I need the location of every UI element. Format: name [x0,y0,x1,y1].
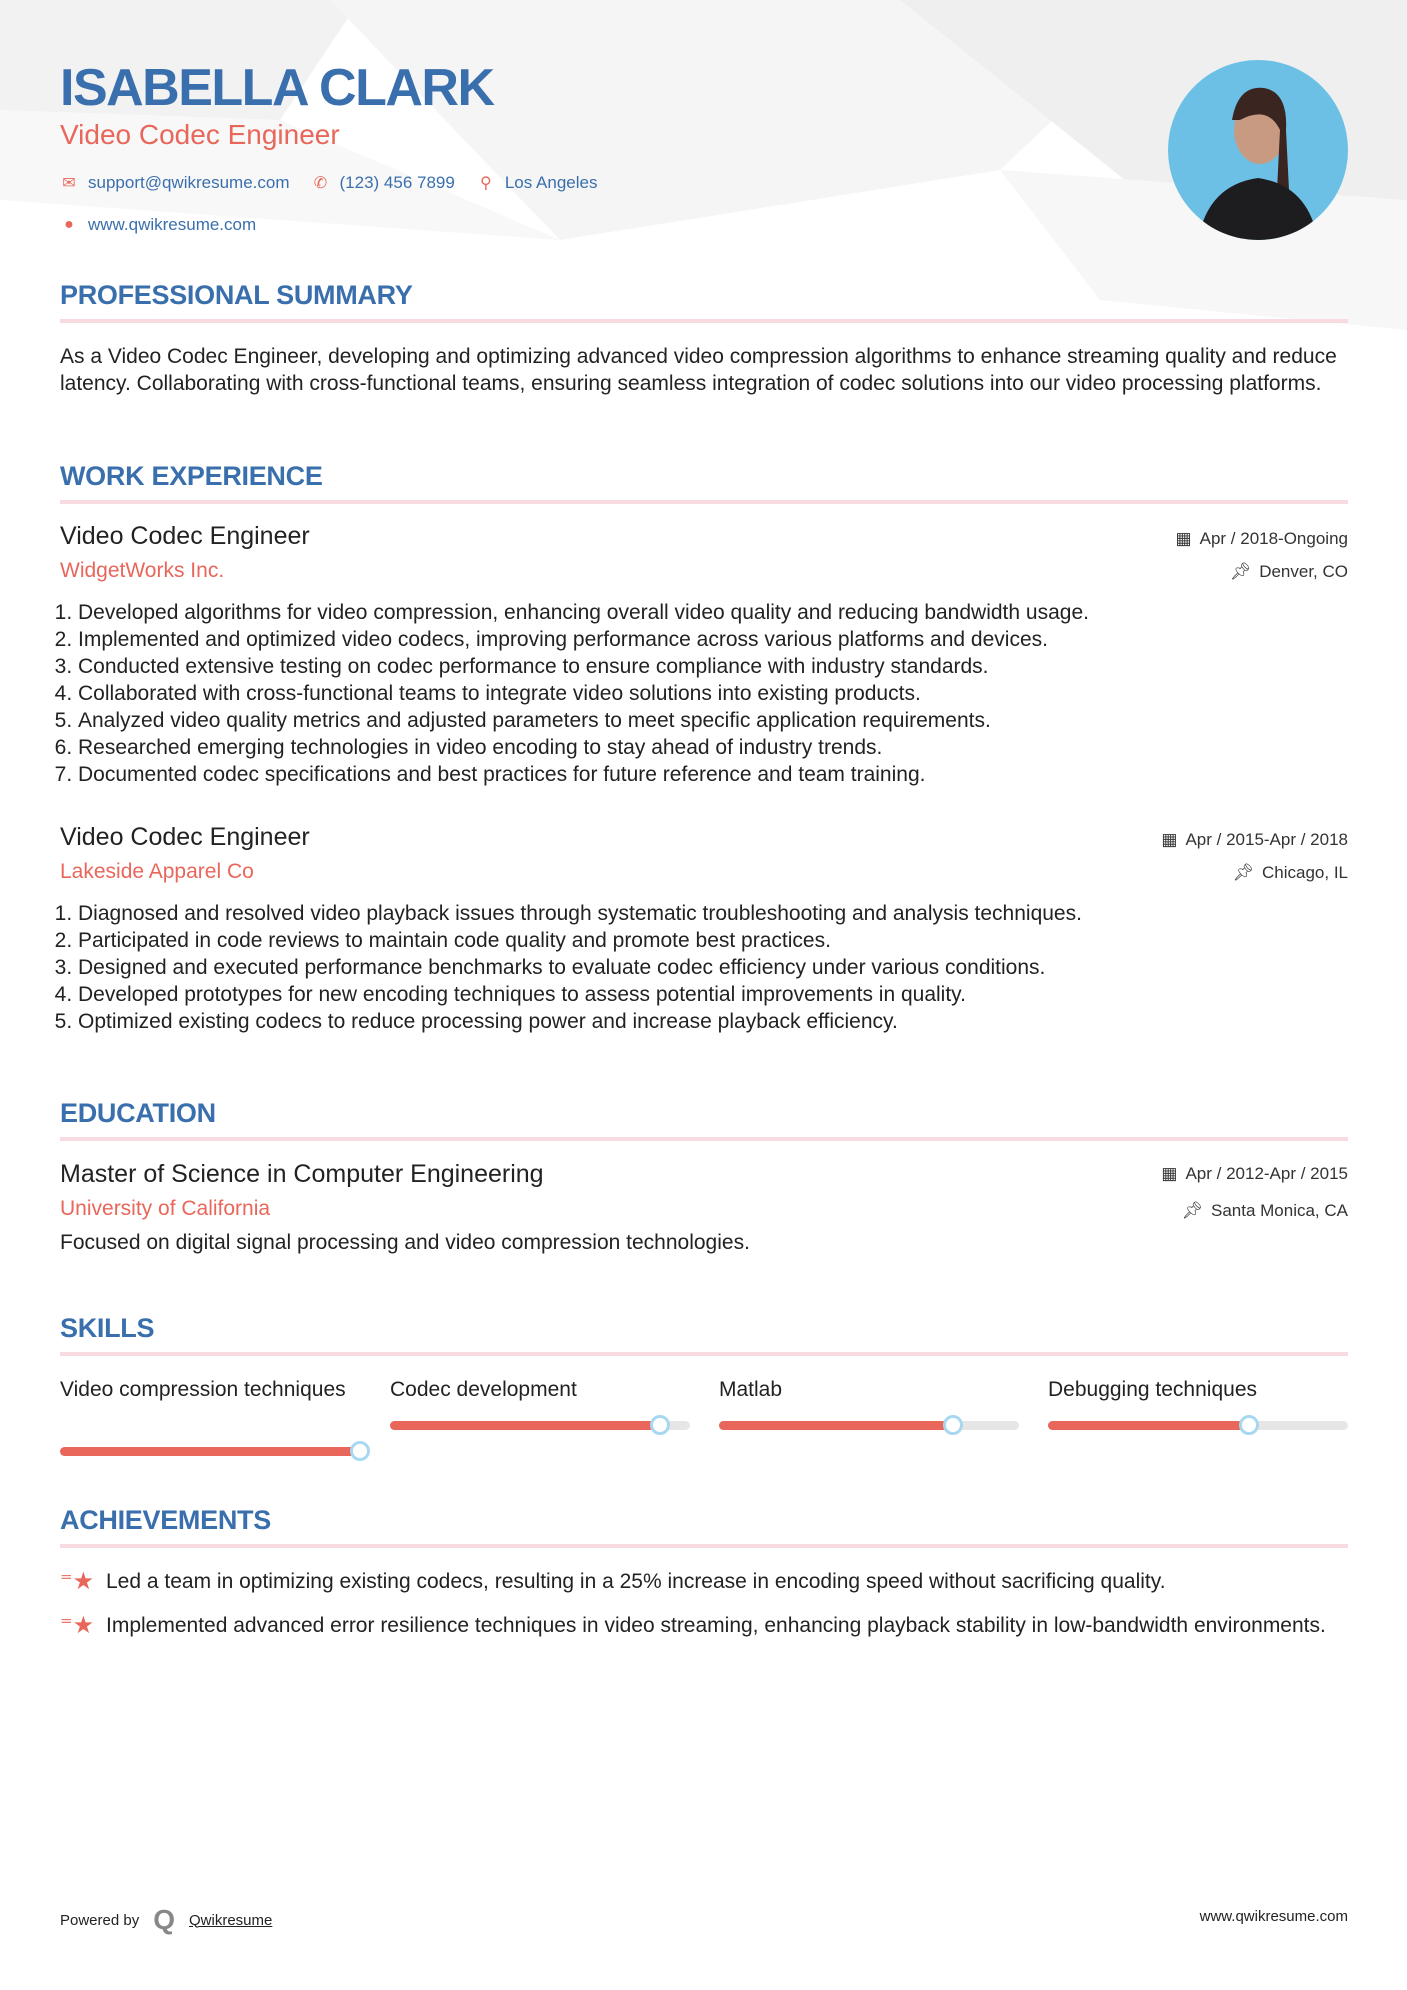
bullet: 3. Conducted extensive testing on codec performance to ensure compliance with industry standards. [78,653,1348,680]
skill-name: Debugging techniques [1048,1378,1257,1401]
job-company: WidgetWorks Inc. [60,559,225,582]
job-location: Denver, CO [1259,562,1348,581]
degree: Master of Science in Computer Engineering [60,1160,544,1188]
job-entry [60,522,1348,792]
bullet: 5. Optimized existing codecs to reduce processing power and increase playback efficiency. [78,1008,1348,1035]
skill-bar-knob [350,1441,370,1461]
bullet: 2. Participated in code reviews to maintain code quality and promote best practices. [78,927,1348,954]
skills-list [60,1376,1348,1476]
skill-bar-knob [943,1415,963,1435]
candidate-title: Video Codec Engineer [60,119,340,150]
star-icon: ⁼★ [60,1568,95,1595]
job-dates: Apr / 2015-Apr / 2018 [1185,830,1348,849]
skill-bar-knob [1239,1415,1259,1435]
section-heading: SKILLS [60,1313,1348,1356]
education-entry [60,1160,1348,1260]
bullet: 4. Collaborated with cross-functional teams to integrate video solutions into existing products. [78,680,1348,707]
bullet: 6. Researched emerging technologies in video encoding to stay ahead of industry trends. [78,734,1348,761]
skill-bar-fill [719,1421,953,1430]
job-company: Lakeside Apparel Co [60,860,254,883]
website-link[interactable]: www.qwikresume.com [88,215,257,234]
bullet: 3. Designed and executed performance benchmarks to evaluate codec efficiency under various conditions. [78,954,1348,981]
summary-text: As a Video Codec Engineer, developing and optimizing advanced video compression algorithms to enhance streaming quality and reduce latency. Collaborating with cross-functional teams, ensuring seamless integration of codec solutions into our video processing platforms. [60,345,1337,395]
calendar-icon: ▦ [1161,830,1178,849]
email-link[interactable]: support@qwikresume.com [88,173,290,192]
skill-item [390,1376,690,1403]
star-icon: ⁼★ [60,1612,95,1639]
phone-text: (123) 456 7899 [339,173,455,192]
skill-bar-fill [1048,1421,1249,1430]
achievement-item [60,1612,1348,1639]
bullet: 2. Implemented and optimized video codecs, improving performance across various platforms and devices. [78,626,1348,653]
skill-bar [1048,1421,1348,1430]
section-heading: PROFESSIONAL SUMMARY [60,280,1348,323]
job-entry [60,823,1348,1043]
job-bullets [60,900,1348,1035]
summary-section [60,280,1348,397]
edu-description: Focused on digital signal processing and video compression technologies. [60,1231,750,1254]
calendar-icon: ▦ [1161,1164,1178,1183]
contact-row [60,173,597,193]
qwikresume-logo-icon: Q [153,1904,175,1935]
job-role: Video Codec Engineer [60,823,310,851]
section-heading: EDUCATION [60,1098,1348,1141]
pin-icon: 📌︎ [1181,1201,1203,1220]
skill-bar-knob [650,1415,670,1435]
skill-item [719,1376,1019,1403]
skill-name: Matlab [719,1378,783,1401]
school: University of California [60,1197,271,1220]
achievement-text: Led a team in optimizing existing codecs, resulting in a 25% increase in encoding speed without sacrificing quality. [106,1570,1166,1593]
skill-bar-fill [390,1421,660,1430]
skill-bar [719,1421,1019,1430]
candidate-name: ISABELLA CLARK [60,59,494,117]
bullet: 7. Documented codec specifications and best practices for future reference and team training. [78,761,1348,788]
job-dates: Apr / 2018-Ongoing [1199,529,1348,548]
education-section [60,1098,1348,1141]
pin-icon: 📌︎ [1229,562,1252,581]
skill-bar [60,1447,360,1456]
bullet: 1. Diagnosed and resolved video playback issues through systematic troubleshooting and analysis techniques. [78,900,1348,927]
job-location: Chicago, IL [1262,863,1348,882]
location-pin-icon: ⚲ [479,175,492,192]
location-text: Los Angeles [504,173,598,192]
website-row [60,215,256,235]
skill-item [60,1376,360,1403]
skills-section [60,1313,1348,1356]
calendar-icon: ▦ [1175,529,1192,548]
section-heading: WORK EXPERIENCE [60,461,1348,504]
job-bullets [60,599,1348,788]
job-role: Video Codec Engineer [60,522,310,550]
achievement-item [60,1568,1348,1595]
skill-bar-fill [60,1447,360,1456]
powered-by-label: Powered by [60,1911,140,1929]
profile-photo [1168,60,1348,240]
pin-icon: 📌︎ [1232,863,1254,882]
edu-location: Santa Monica, CA [1210,1201,1348,1220]
achievement-text: Implemented advanced error resilience techniques in video streaming, enhancing playback stability in low-bandwidth environments. [106,1614,1326,1637]
achievements-section [60,1505,1348,1639]
skill-name: Video compression techniques [60,1378,346,1401]
bullet: 4. Developed prototypes for new encoding techniques to assess potential improvements in quality. [78,981,1348,1008]
skill-name: Codec development [390,1378,577,1401]
footer-brand [60,1904,272,1936]
skill-bar [390,1421,690,1430]
bullet: 1. Developed algorithms for video compression, enhancing overall video quality and reducing bandwidth usage. [78,599,1348,626]
brand-link[interactable]: Qwikresume [189,1911,273,1929]
footer-website[interactable]: www.qwikresume.com [1199,1908,1348,1925]
skill-item [1048,1376,1348,1403]
experience-section [60,461,1348,504]
edu-dates: Apr / 2012-Apr / 2015 [1185,1164,1348,1183]
phone-icon: ✆ [313,175,328,192]
bullet: 5. Analyzed video quality metrics and adjusted parameters to meet specific application requirements. [78,707,1348,734]
email-icon: ✉ [62,175,76,192]
globe-icon: ● [64,216,74,233]
section-heading: ACHIEVEMENTS [60,1505,1348,1548]
